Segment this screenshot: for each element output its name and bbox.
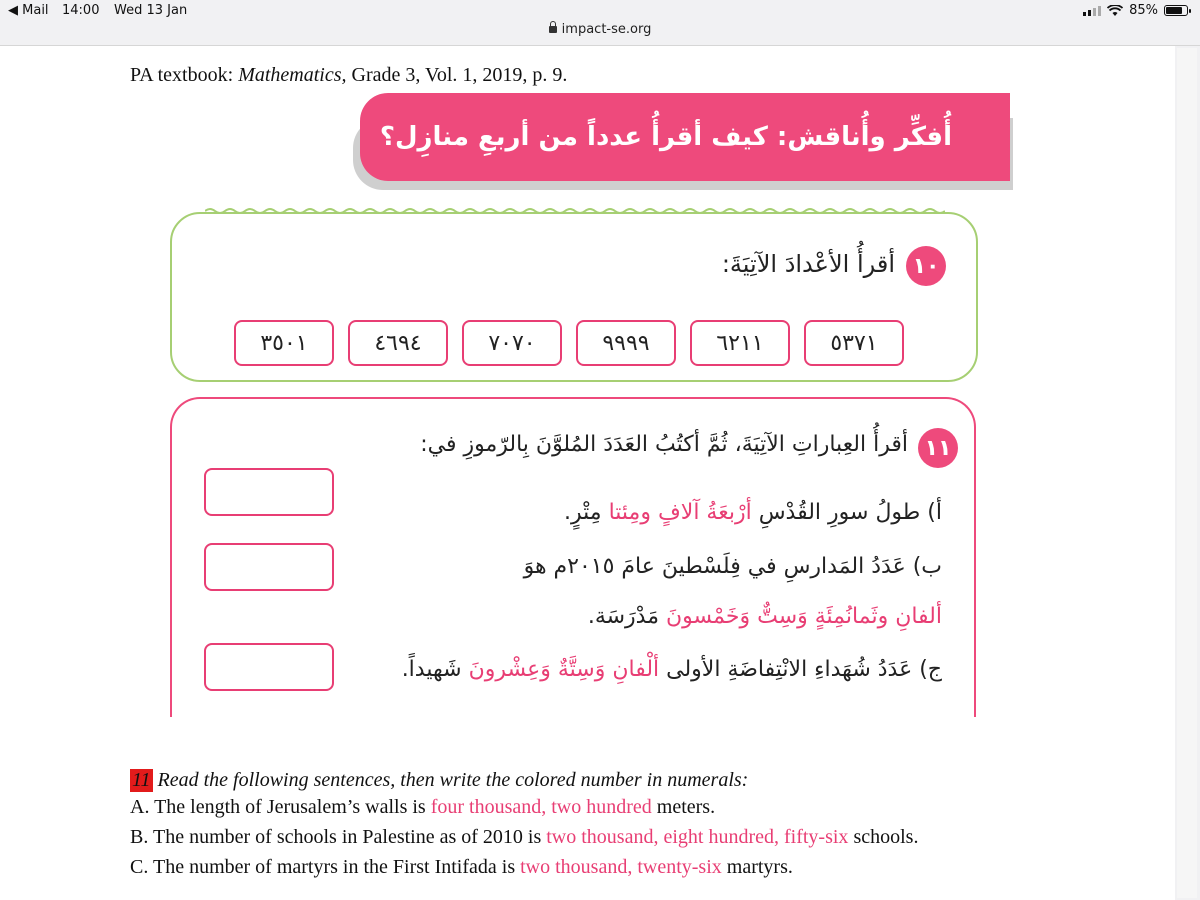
sentence-b-line2: [588, 604, 942, 629]
sentence-a-start: أ) طولُ سورِ القُدْسِ: [758, 500, 942, 525]
banner-title: أُفكِّر وأُناقش: كيف أقرأُ عدداً من أربعِ منازِل؟: [379, 122, 952, 152]
citation: [130, 64, 567, 87]
exercise-10-prompt: أقرأُ الأعْدادَ الآتِيَةَ:: [721, 250, 895, 278]
number-box: ٤٦٩٤: [348, 320, 448, 366]
translation-c-colored: two thousand, twenty-six: [520, 856, 722, 878]
cellular-signal-icon: [1083, 5, 1101, 16]
wifi-icon: [1107, 5, 1123, 17]
translation-a-end: meters.: [651, 796, 716, 818]
number-box: ٣٥٠١: [234, 320, 334, 366]
sentence-c-start: ج) عَدَدُ شُهَداءِ الانْتِفاضَةِ الأولى: [666, 657, 942, 682]
translation-heading-text: Read the following sentences, then write the colored number in numerals:: [152, 769, 749, 791]
number-box: ٩٩٩٩: [576, 320, 676, 366]
wavy-border-decoration: [205, 206, 945, 216]
translation-a-start: A. The length of Jerusalem’s walls is: [130, 796, 431, 818]
translation-c-end: martyrs.: [721, 856, 793, 878]
sentence-b-end: مَدْرَسَة.: [587, 604, 660, 629]
page-scroll-area[interactable]: [1177, 48, 1197, 898]
number-box: ٧٠٧٠: [462, 320, 562, 366]
clock: 14:00: [62, 3, 100, 18]
sentence-a-colored-number: أرْبعَةُ آلافٍ ومِئتا: [608, 500, 752, 525]
translation-a-colored: four thousand, two hundred: [430, 796, 652, 818]
translation-heading: [130, 769, 748, 792]
citation-prefix: PA textbook:: [130, 64, 239, 86]
citation-suffix: Grade 3, Vol. 1, 2019, p. 9.: [346, 64, 568, 86]
date: Wed 13 Jan: [114, 3, 188, 18]
translation-line-c: [130, 856, 793, 879]
sentence-c-colored-number: ألْفانِ وَسِتَّةٌ وَعِشْرونَ: [468, 657, 660, 682]
translation-line-a: [130, 796, 715, 819]
number-box: ٦٢١١: [690, 320, 790, 366]
sentence-c: [402, 657, 942, 682]
status-bar: [0, 0, 1200, 22]
exercise-marker: 11: [132, 769, 151, 791]
sentence-a: [564, 500, 942, 525]
url-text: impact-se.org: [561, 22, 652, 37]
translation-line-b: [130, 826, 918, 849]
panel-cutoff: [160, 717, 990, 747]
exercise-11-prompt: أقرأُ العِباراتِ الآتِيَةَ، ثُمَّ أكتُبُ العَدَدَ المُلوَّنَ بِالرّموزِ في:: [420, 432, 908, 457]
exercise-10-number-badge: ١٠: [906, 246, 946, 286]
battery-icon: [1164, 5, 1188, 16]
translation-b-colored: two thousand, eight hundred, fifty-six: [546, 826, 849, 848]
sentence-b-colored-number: ألفانِ وثَمانُمِئَةٍ وَسِتٌّ وَخَمْسونَ: [666, 604, 942, 629]
battery-percent: 85%: [1129, 3, 1158, 18]
address-bar[interactable]: [0, 22, 1200, 44]
sentence-b-line1: ب) عَدَدُ المَدارسِ في فِلَسْطينَ عامَ ٢٠١٥م هوَ: [523, 554, 942, 579]
translation-c-start: C. The number of martyrs in the First Intifada is: [130, 856, 521, 878]
number-box: ٥٣٧١: [804, 320, 904, 366]
status-indicators: [1083, 3, 1188, 18]
sentence-a-end: مِتْرٍ.: [564, 500, 602, 525]
citation-book: Mathematics,: [238, 64, 347, 86]
back-to-mail-link[interactable]: ◀ Mail: [8, 3, 49, 18]
translation-b-start: B. The number of schools in Palestine as of 2010 is: [130, 826, 547, 848]
sentence-c-end: شَهيداً.: [401, 657, 462, 682]
lesson-banner: [360, 93, 1010, 181]
lock-icon: [549, 26, 557, 33]
answer-box-b[interactable]: [204, 543, 334, 591]
translation-b-end: schools.: [848, 826, 919, 848]
exercise-11-number-badge: ١١: [918, 428, 958, 468]
answer-box-c[interactable]: [204, 643, 334, 691]
answer-box-a[interactable]: [204, 468, 334, 516]
